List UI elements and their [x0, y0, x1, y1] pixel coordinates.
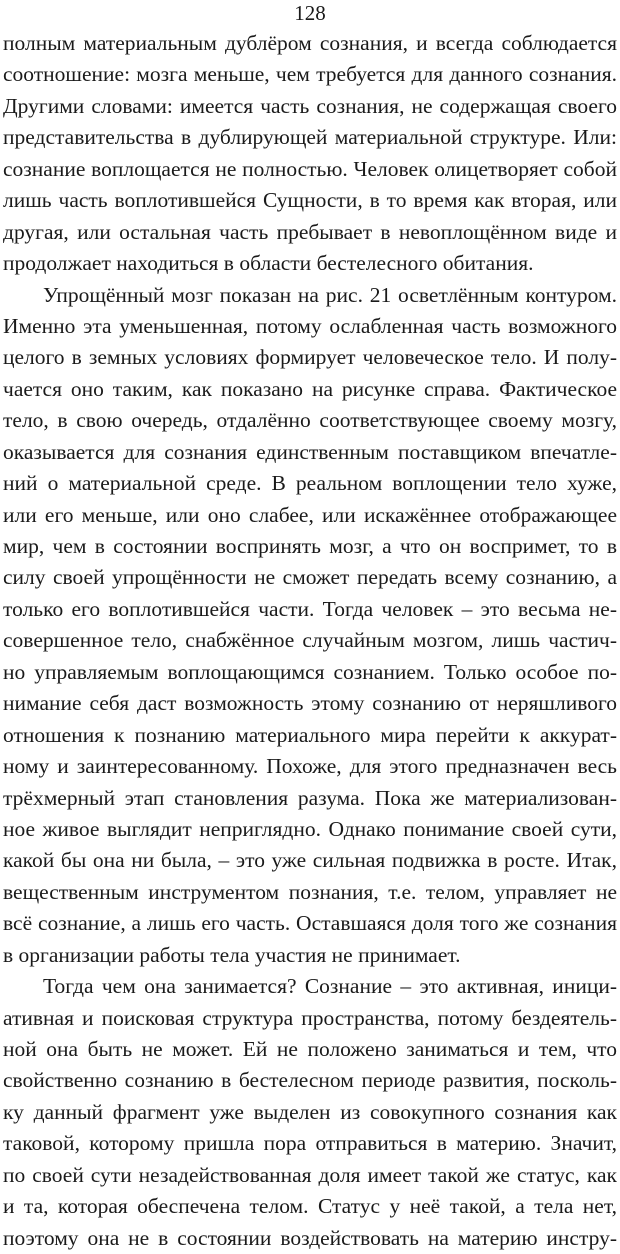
- text-line: Другими словами: имеется часть сознания, не содержащая своего: [3, 93, 617, 118]
- text-line: Именно эта уменьшенная, потому ослабленная часть возможного: [3, 313, 617, 338]
- text-line: ативная и поисковая структура пространства, потому бездеятель-: [3, 1005, 617, 1030]
- text-line: всё сознание, а лишь его часть. Оставшаяся доля того же сознания: [3, 911, 617, 936]
- page-number: 128: [294, 1, 326, 25]
- text-line: соотношение: мозга меньше, чем требуется для данного сознания.: [3, 62, 617, 87]
- text-line: свойственно сознанию в бестелесном периоде развития, посколь-: [3, 1068, 617, 1093]
- text-line: поэтому она не в состоянии воздействовать на материю инстру-: [3, 1225, 617, 1250]
- text-line: ному и заинтересованному. Похоже, для этого предназначен весь: [3, 754, 617, 779]
- text-line: сознание воплощается не полностью. Человек олицетворяет собой: [3, 156, 617, 181]
- text-line: ний о материальной среде. В реальном воплощении тело хуже,: [3, 471, 617, 496]
- text-line: в организации работы тела участия не принимает.: [3, 942, 461, 967]
- text-line: другая, или остальная часть пребывает в невоплощённом виде и: [3, 219, 617, 244]
- text-line: только его воплотившейся части. Тогда человек – это весьма не-: [3, 596, 617, 621]
- text-line: продолжает находиться в области бестелесного обитания.: [3, 251, 534, 276]
- text-line: трёхмерный этап становления разума. Пока же материализован-: [3, 785, 617, 810]
- text-line: совершенное тело, снабжённое случайным мозгом, лишь частич-: [3, 628, 617, 653]
- text-line: какой бы она ни была, – это уже сильная подвижка в росте. Итак,: [3, 848, 617, 873]
- text-line: отношения к познанию материального мира перейти к аккурат-: [3, 722, 617, 747]
- text-line: по своей сути незадействованная доля имеет такой же статус, как: [3, 1162, 617, 1187]
- text-line: Упрощённый мозг показан на рис. 21 осветлённым контуром.: [43, 282, 617, 307]
- text-line: ной она быть не может. Ей не положено заниматься и тем, что: [3, 1037, 617, 1061]
- text-line: и та, которая обеспечена телом. Статус у неё такой, а тела нет,: [3, 1194, 617, 1219]
- text-line: ку данный фрагмент уже выделен из совокупного сознания как: [3, 1099, 617, 1124]
- text-line: лишь часть воплотившейся Сущности, в то время как вторая, или: [3, 188, 617, 213]
- text-line: полным материальным дублёром сознания, и всегда соблюдается: [3, 31, 617, 55]
- text-line: силу своей упрощённости не сможет передать всему сознанию, а: [3, 565, 617, 590]
- text-line: целого в земных условиях формирует человеческое тело. И полу-: [3, 345, 617, 370]
- text-line: вещественным инструментом познания, т.е. телом, управляет не: [3, 879, 617, 904]
- text-line: но управляемым воплощающимся сознанием. Только особое по-: [3, 659, 617, 684]
- text-line: Тогда чем она занимается? Сознание – это активная, иници-: [43, 974, 617, 999]
- text-line: чается оно таким, как показано на рисунке справа. Фактическое: [3, 376, 617, 401]
- text-line: или его меньше, или оно слабее, или искажённее отображающее: [3, 502, 617, 527]
- text-line: ное живое выглядит неприглядно. Однако понимание своей сути,: [3, 816, 617, 841]
- text-line: представительства в дублирующей материальной структуре. Или:: [3, 125, 617, 150]
- text-line: нимание себя даст возможность этому сознанию от неряшливого: [3, 691, 617, 716]
- text-body: [3, 28, 617, 1254]
- text-line: тело, в свою очередь, отдалённо соответствующее своему мозгу,: [3, 408, 617, 433]
- text-line: таковой, которому пришла пора отправиться в материю. Значит,: [3, 1131, 617, 1156]
- text-line: мир, чем в состоянии воспринять мозг, а что он воспримет, то в: [3, 534, 617, 558]
- text-line: оказывается для сознания единственным поставщиком впечатле-: [3, 439, 617, 464]
